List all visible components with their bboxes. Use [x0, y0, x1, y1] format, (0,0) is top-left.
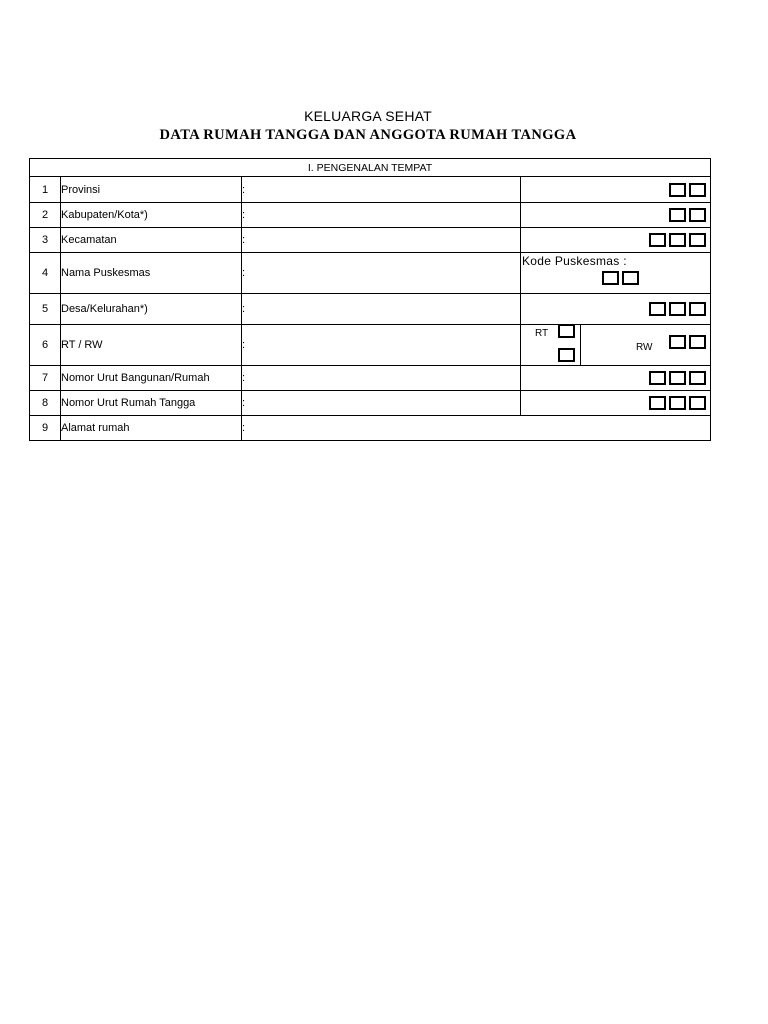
row-label: Alamat rumah [61, 416, 242, 441]
form-title: KELUARGA SEHAT [304, 108, 432, 124]
row-number: 5 [30, 294, 61, 325]
row-label: Kecamatan [61, 228, 242, 253]
row-label: Provinsi [61, 177, 242, 203]
bangunan-code-boxes [649, 371, 706, 385]
kabupaten-field[interactable]: : [242, 203, 521, 228]
code-box[interactable] [689, 208, 706, 222]
location-table [29, 158, 711, 441]
code-box[interactable] [649, 371, 666, 385]
puskesmas-field[interactable]: : [242, 253, 521, 294]
code-box[interactable] [622, 271, 639, 285]
kabupaten-code-boxes [669, 208, 706, 222]
table-row [30, 253, 711, 294]
code-box[interactable] [689, 371, 706, 385]
kode-puskesmas-label: Kode Puskesmas : [522, 254, 627, 268]
table-row [30, 203, 711, 228]
row-label: Desa/Kelurahan*) [61, 294, 242, 325]
provinsi-code-cell [521, 177, 711, 203]
form-subtitle: DATA RUMAH TANGGA DAN ANGGOTA RUMAH TANGGA [159, 127, 577, 143]
code-box[interactable] [689, 396, 706, 410]
desa-code-boxes [649, 302, 706, 316]
table-row [30, 391, 711, 416]
code-box[interactable] [669, 302, 686, 316]
table-row [30, 177, 711, 203]
rt-code-box[interactable] [558, 348, 575, 362]
code-box[interactable] [649, 233, 666, 247]
table-row [30, 416, 711, 441]
provinsi-code-boxes [669, 183, 706, 197]
row-number: 4 [30, 253, 61, 294]
rw-label: RW [636, 342, 653, 353]
row-number: 9 [30, 416, 61, 441]
code-box[interactable] [689, 183, 706, 197]
rt-code-box[interactable] [558, 324, 575, 338]
rt-rw-divider [580, 325, 581, 365]
bangunan-code-cell [521, 366, 711, 391]
puskesmas-code-boxes [602, 271, 639, 285]
table-row [30, 294, 711, 325]
provinsi-field[interactable]: : [242, 177, 521, 203]
code-box[interactable] [689, 233, 706, 247]
code-box[interactable] [669, 396, 686, 410]
row-number: 1 [30, 177, 61, 203]
code-box[interactable] [689, 302, 706, 316]
desa-code-cell [521, 294, 711, 325]
rtrw-code-cell [521, 325, 711, 366]
kecamatan-field[interactable]: : [242, 228, 521, 253]
code-box[interactable] [649, 302, 666, 316]
code-box[interactable] [669, 208, 686, 222]
rw-code-boxes [669, 335, 706, 349]
section-title: I. PENGENALAN TEMPAT [30, 159, 711, 177]
puskesmas-code-cell [521, 253, 711, 294]
desa-field[interactable]: : [242, 294, 521, 325]
row-number: 3 [30, 228, 61, 253]
row-number: 6 [30, 325, 61, 366]
nomor-rumah-tangga-field[interactable]: : [242, 391, 521, 416]
kecamatan-code-boxes [649, 233, 706, 247]
nomor-bangunan-field[interactable]: : [242, 366, 521, 391]
code-box[interactable] [669, 233, 686, 247]
alamat-field[interactable]: : [242, 416, 711, 441]
row-label: Kabupaten/Kota*) [61, 203, 242, 228]
code-box[interactable] [669, 371, 686, 385]
row-label: Nomor Urut Bangunan/Rumah [61, 366, 242, 391]
rtrw-field[interactable]: : [242, 325, 521, 366]
code-box[interactable] [649, 396, 666, 410]
row-number: 7 [30, 366, 61, 391]
section-header-row [30, 159, 711, 177]
row-label: RT / RW [61, 325, 242, 366]
table-row [30, 228, 711, 253]
code-box[interactable] [602, 271, 619, 285]
rumah-tangga-code-cell [521, 391, 711, 416]
kecamatan-code-cell [521, 228, 711, 253]
table-row [30, 325, 711, 366]
rw-code-box[interactable] [669, 335, 686, 349]
rt-label: RT [535, 328, 549, 339]
row-number: 8 [30, 391, 61, 416]
rumah-tangga-code-boxes [649, 396, 706, 410]
row-label: Nama Puskesmas [61, 253, 242, 294]
row-number: 2 [30, 203, 61, 228]
table-row [30, 366, 711, 391]
row-label: Nomor Urut Rumah Tangga [61, 391, 242, 416]
code-box[interactable] [669, 183, 686, 197]
kabupaten-code-cell [521, 203, 711, 228]
rw-code-box[interactable] [689, 335, 706, 349]
